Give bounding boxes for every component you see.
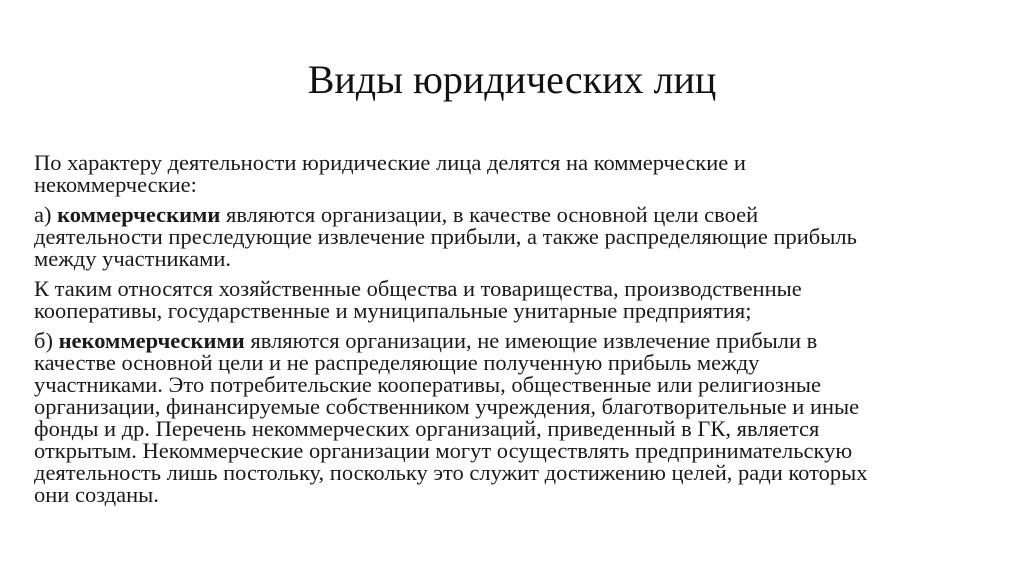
text-line: участниками. Это потребительские кооперативы, общественные или религиозные: [34, 372, 822, 397]
text-line: они созданы.: [34, 482, 159, 507]
text-line: б) некоммерческими являются организации, не имеющие извлечение прибыли в: [34, 328, 818, 353]
text-line: деятельность лишь постольку, поскольку это служит достижению целей, ради которых: [34, 460, 868, 485]
slide-title: Виды юридических лиц: [307, 57, 717, 102]
text-line: фонды и др. Перечень некоммерческих организаций, приведенный в ГК, является: [34, 416, 820, 441]
paragraph-commercial: [34, 204, 1002, 270]
text-line: кооперативы, государственные и муниципальные унитарные предприятия;: [34, 298, 752, 323]
text-line: К таким относятся хозяйственные общества и товарищества, производственные: [34, 276, 802, 301]
paragraph-intro: [34, 152, 1002, 196]
paragraph-noncommercial: [34, 330, 1002, 506]
text-line: качестве основной цели и не распределяющие полученную прибыль между: [34, 350, 760, 375]
text-line: между участниками.: [34, 246, 232, 271]
slide-body: [34, 152, 1002, 514]
text-line: открытым. Некоммерческие организации могут осуществлять предпринимательскую: [34, 438, 853, 463]
term-noncommercial: некоммерческими: [58, 328, 245, 353]
text-line: некоммерческие:: [34, 172, 197, 197]
text-line: а) коммерческими являются организации, в качестве основной цели своей: [34, 202, 759, 227]
text-line: По характеру деятельности юридические лица делятся на коммерческие и: [34, 150, 746, 175]
term-commercial: коммерческими: [57, 202, 221, 227]
text-line: деятельности преследующие извлечение прибыли, а также распределяющие прибыль: [34, 224, 857, 249]
paragraph-examples: [34, 278, 1002, 322]
text-line: организации, финансируемые собственником учреждения, благотворительные и иные: [34, 394, 860, 419]
